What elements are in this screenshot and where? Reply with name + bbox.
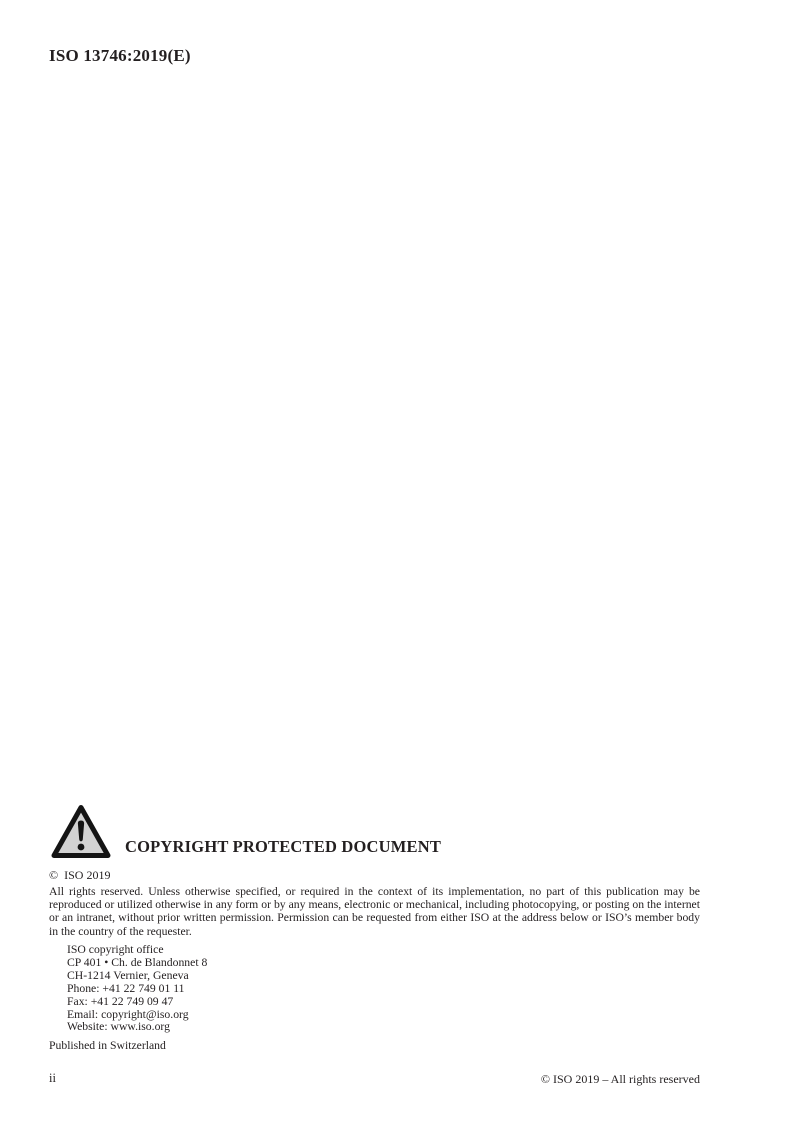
- address-line-office: ISO copyright office: [67, 943, 164, 956]
- address-line-city: CH-1214 Vernier, Geneva: [67, 968, 189, 982]
- address-line-phone: Phone: +41 22 749 01 11: [67, 981, 185, 995]
- footer-page-number: ii: [49, 1071, 56, 1085]
- warning-triangle-icon: [50, 803, 112, 860]
- iso-address-block: [67, 944, 207, 1034]
- footer-copyright-notice: © ISO 2019 – All rights reserved: [540, 1072, 700, 1086]
- copyright-body-paragraph: All rights reserved. Unless otherwise specified, or required in the context of its implementation, no part of this publication may be reproduced or utilized otherwise in any form or by any means, electronic or mechanical, including photocopying, or posting on the internet or an intranet, without prior written permission. Permission can be requested from either ISO at the address below or ISO’s member body in the country of the requester.: [49, 885, 700, 938]
- document-id-header: ISO 13746:2019(E): [49, 46, 191, 65]
- copyright-banner-title: COPYRIGHT PROTECTED DOCUMENT: [125, 837, 442, 856]
- address-line-email: Email: copyright@iso.org: [67, 1007, 189, 1021]
- address-line-street: CP 401 • Ch. de Blandonnet 8: [67, 955, 208, 969]
- copyright-notice: © ISO 2019: [49, 868, 111, 882]
- address-line-fax: Fax: +41 22 749 09 47: [67, 994, 174, 1008]
- address-line-website: Website: www.iso.org: [67, 1020, 170, 1034]
- published-in-line: Published in Switzerland: [49, 1039, 166, 1052]
